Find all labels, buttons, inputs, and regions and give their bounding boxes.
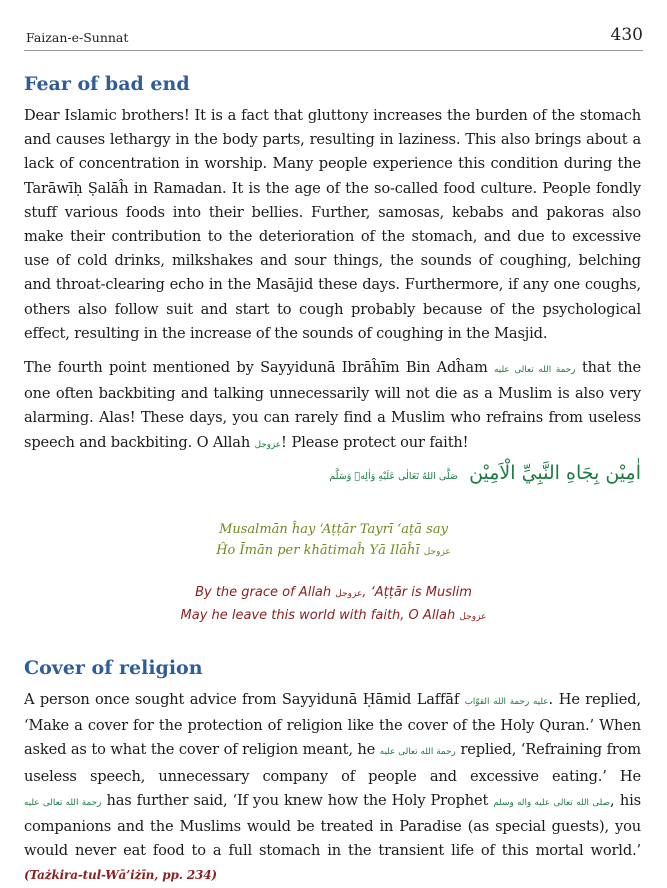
poem-line-2 — [0, 540, 667, 563]
poem-verse-transliteration — [0, 519, 667, 563]
arabic-honorific: رحمة الله تعالى عليه — [24, 797, 102, 808]
poem-verse-translation — [0, 582, 667, 628]
paragraph-gluttony: Dear Islamic brothers! It is a fact that gluttony increases the burden of the stomach and causes lethargy in the body parts, resulting in laziness. This also brings about a lack of concentration in worship. Many people experience this condition during the Tarāwīḥ Ṣalāĥ in Ramadan. It is the age of the so-called food culture. People fondly stuff various foods into their bellies. Further, samosas, kebabs and pakoras also make their contribution to the deterioration of the stomach, and due to excessive use of cold drinks, milkshakes and sour things, the sounds of coughing, belching and throat-clearing echo in the Masājid these days. Furthermore, if any one coughs, others also follow suit and start to cough probably because of the psychological effect, resulting in the increase of the sounds of coughing in the Masjid. — [24, 107, 641, 342]
paragraph-text: A person once sought advice from Sayyidunā Ḥāmid Laffāf — [24, 691, 460, 708]
poem-line-4 — [0, 605, 667, 628]
paragraph-text: that the one often backbiting and talking unnecessarily will not die as a Muslim is also very alarming. Alas! These days, you can rarely find a Muslim who refrains from useless speech and backbiting. O Allah — [24, 359, 642, 451]
page-number: 430 — [610, 25, 643, 45]
paragraph-text: The fourth point mentioned by Sayyidunā Ibrāĥīm Bin Adĥam — [24, 359, 488, 376]
dua-salutation: صَلَّى اللهُ تَعَالٰى عَلَيْهِ وَاٰلِهٖ وَسَلَّم — [329, 471, 458, 482]
paragraph-fourth-point — [24, 356, 641, 457]
paragraph-text: replied, ‘Refraining from useless speech, unnecessary company of people and excessive eating.’ He — [24, 741, 641, 785]
poem-line-3-text: , ‘Aṭṭār is Muslim — [362, 585, 472, 600]
paragraph-cover-of-religion — [24, 688, 641, 888]
dua-arabic: اٰمِيْن بِجَاهِ النَّبِيِّ الْاَمِيْن — [469, 462, 641, 484]
poem-line-3 — [0, 582, 667, 605]
arabic-honorific: رحمة الله تعالى عليه — [494, 365, 576, 375]
poem-line-4-text: May he leave this world with faith, O Allah — [180, 608, 456, 623]
book-title: Faizan-e-Sunnat — [26, 30, 129, 45]
arabic-honorific: صلى الله تعالى عليه واله وسلم — [493, 797, 611, 808]
section-heading-fear-of-bad-end: Fear of bad end — [24, 73, 190, 95]
paragraph-text: . He replied, ‘Make a cover for the protection of religion like the cover of the Holy Quran.’ When asked as to what the cover of religion meant, he — [24, 691, 641, 759]
poem-line-1: Musalmān ĥay ‘Aṭṭār Tayrī ‘aṭā say — [219, 522, 448, 537]
arabic-honorific: عزوجل — [335, 589, 363, 599]
paragraph-text: , his companions and the Muslims would be treated in Paradise (as special guests), you would never eat food to a full stomach in the transient life of this mortal world.’ — [24, 791, 641, 860]
arabic-honorific: رحمة الله تعالى عليه — [379, 747, 456, 758]
arabic-honorific: عزوجل — [459, 612, 487, 622]
poem-line-3-text: By the grace of Allah — [195, 585, 332, 600]
paragraph-text: has further said, ‘If you knew how the Holy Prophet — [106, 791, 489, 809]
arabic-honorific: عزوجل — [254, 439, 282, 450]
paragraph-text: ! Please protect our faith! — [281, 433, 469, 451]
dua-line — [329, 462, 641, 484]
arabic-honorific: عزوجل — [423, 547, 451, 557]
section-heading-cover-of-religion: Cover of religion — [24, 657, 203, 679]
arabic-honorific: عليه رحمة الله القوّاب — [464, 697, 549, 707]
poem-line-2-text: Ĥo Īmān per khātimaĥ Yā Ilāĥī — [216, 543, 420, 558]
running-header — [24, 22, 643, 51]
citation: (Tażkira-tul-Wā’iżīn, pp. 234) — [24, 868, 217, 883]
